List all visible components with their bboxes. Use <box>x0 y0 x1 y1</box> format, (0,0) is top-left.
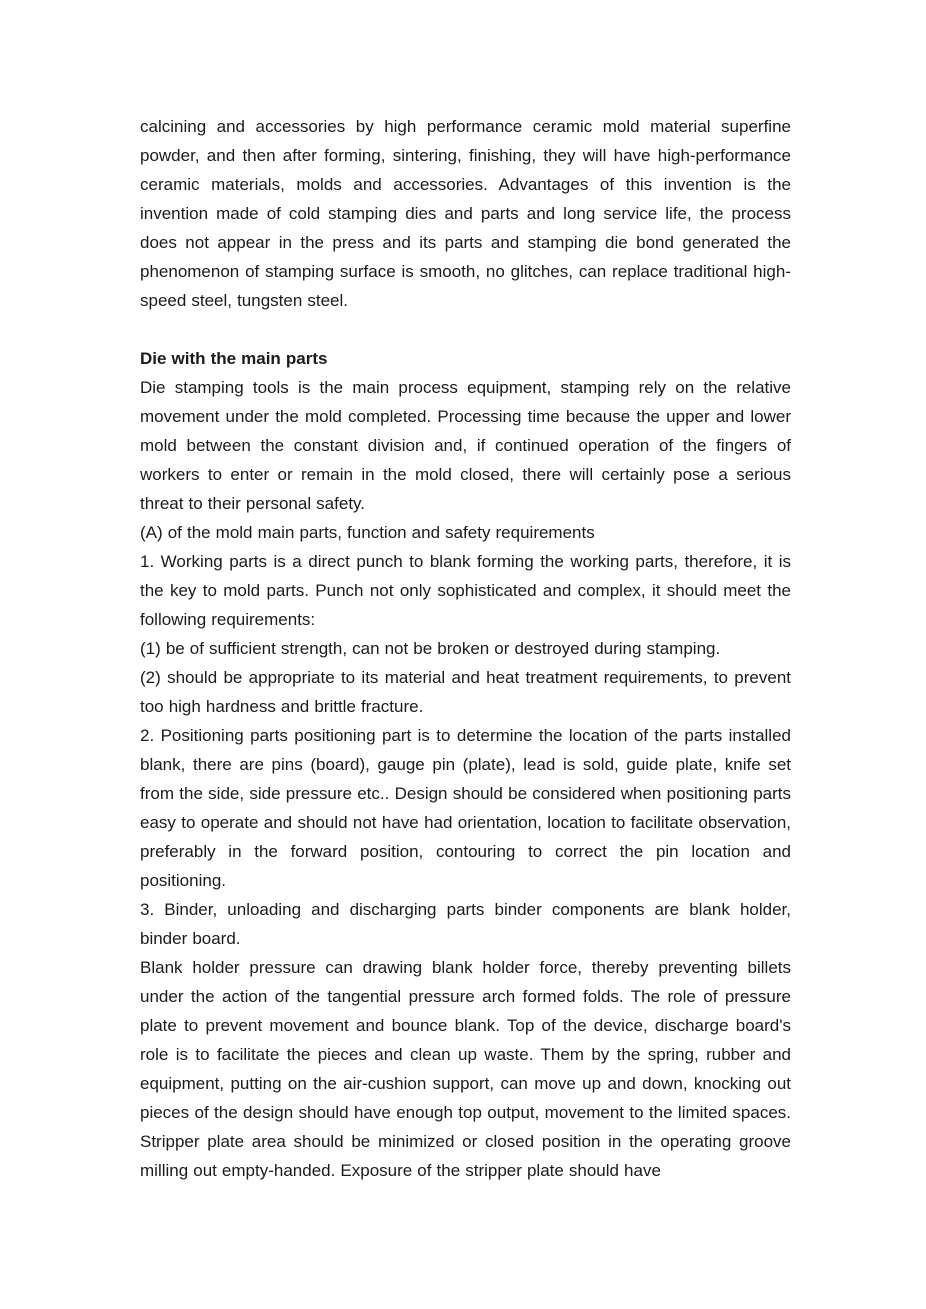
section-heading-die-main-parts: Die with the main parts <box>140 349 328 368</box>
page-text-block <box>140 112 791 1185</box>
paragraph-item-1-working-parts: 1. Working parts is a direct punch to blank forming the working parts, therefore, it is the key to mold parts. Punch not only sophisticated and complex, it should meet the following requirements: <box>140 552 791 629</box>
paragraph-item-2-positioning-parts: 2. Positioning parts positioning part is to determine the location of the parts installed blank, there are pins (board), gauge pin (plate), lead is sold, guide plate, knife set from the side, side pressure etc.. Design should be considered when positioning parts easy to operate and should not have had orientation, location to facilitate observation, preferably in the forward position, contouring to correct the pin location and positioning. <box>140 726 791 890</box>
paragraph-ceramic-mold-continuation: calcining and accessories by high performance ceramic mold material superfine powder, and then after forming, sintering, finishing, they will have high-performance ceramic materials, molds and accessories. Advantages of this invention is the invention made of cold stamping dies and parts and long service life, the process does not appear in the press and its parts and stamping die bond generated the phenomenon of stamping surface is smooth, no glitches, can replace traditional high-speed steel, tungsten steel. <box>140 117 791 310</box>
paragraph-item-1-2-heat-treatment: (2) should be appropriate to its material and heat treatment requirements, to prevent too high hardness and brittle fracture. <box>140 668 791 716</box>
paragraph-item-3-binder-parts: 3. Binder, unloading and discharging parts binder components are blank holder, binder board. <box>140 900 791 948</box>
paragraph-item-a-mold-main-parts: (A) of the mold main parts, function and safety requirements <box>140 523 595 542</box>
paragraph-item-1-1-sufficient-strength: (1) be of sufficient strength, can not be broken or destroyed during stamping. <box>140 639 721 658</box>
paragraph-blank-holder-pressure: Blank holder pressure can drawing blank holder force, thereby preventing billets under the action of the tangential pressure arch formed folds. The role of pressure plate to prevent movement and bounce blank. Top of the device, discharge board's role is to facilitate the pieces and clean up waste. Them by the spring, rubber and equipment, putting on the air-cushion support, can move up and down, knocking out pieces of the design should have enough top output, movement to the limited spaces. Stripper plate area should be minimized or closed position in the operating groove milling out empty-handed. Exposure of the stripper plate should have <box>140 958 791 1180</box>
paragraph-die-stamping-tools: Die stamping tools is the main process equipment, stamping rely on the relative movement under the mold completed. Processing time because the upper and lower mold between the constant division and, if continued operation of the fingers of workers to enter or remain in the mold closed, there will certainly pose a serious threat to their personal safety. <box>140 378 791 513</box>
